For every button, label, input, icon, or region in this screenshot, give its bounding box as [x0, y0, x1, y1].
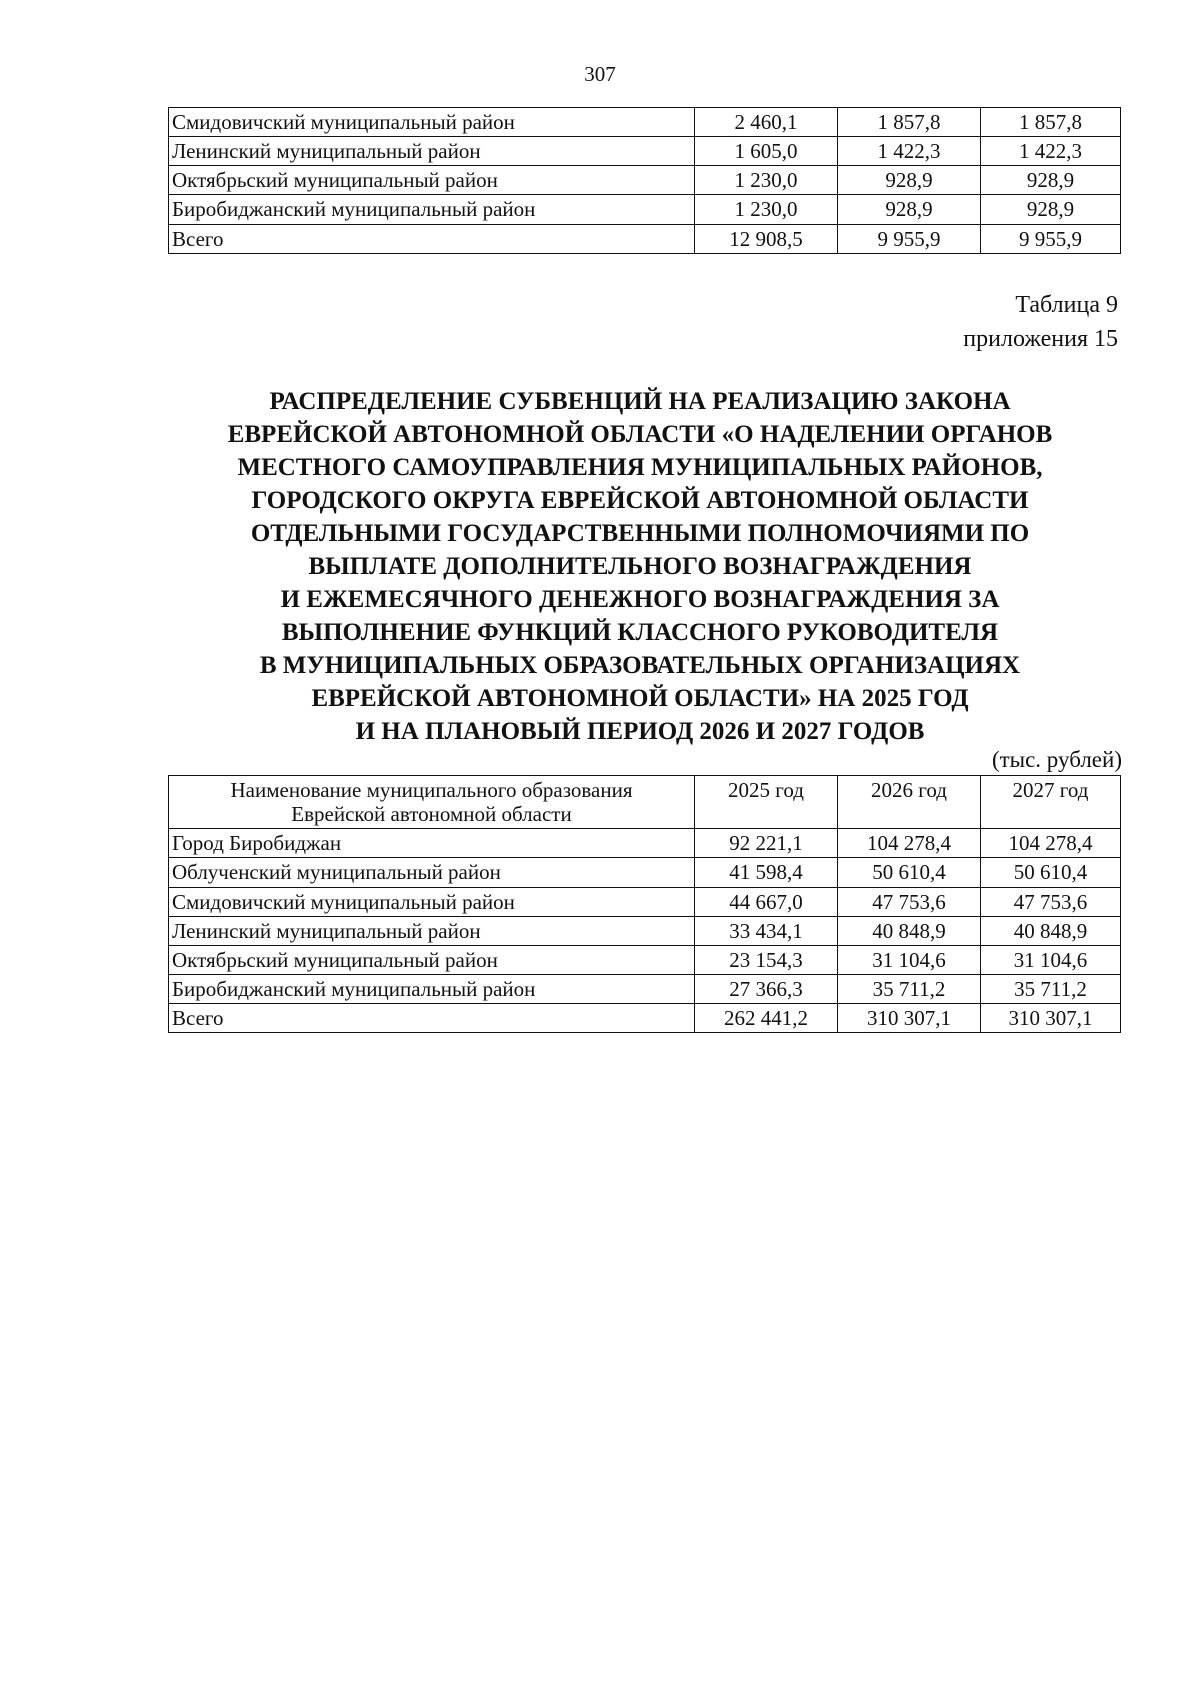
table-total-row — [169, 224, 1121, 253]
value-2026: 1 857,8 — [838, 108, 981, 137]
value-2025: 1 230,0 — [695, 166, 838, 195]
main-table — [168, 775, 1121, 1033]
value-2027: 928,9 — [981, 195, 1121, 224]
value-2025: 27 366,3 — [695, 974, 838, 1003]
title-line: РАСПРЕДЕЛЕНИЕ СУБВЕНЦИЙ НА РЕАЛИЗАЦИЮ ЗАКОНА — [269, 388, 1011, 415]
value-2027: 31 104,6 — [981, 945, 1121, 974]
value-2027: 104 278,4 — [981, 829, 1121, 858]
title-line: И НА ПЛАНОВЫЙ ПЕРИОД 2026 И 2027 ГОДОВ — [355, 718, 925, 745]
value-2027: 9 955,9 — [981, 224, 1121, 253]
row-name: Октябрьский муниципальный район — [169, 945, 695, 974]
table-row — [169, 858, 1121, 887]
table-row — [169, 166, 1121, 195]
row-name: Биробиджанский муниципальный район — [169, 195, 695, 224]
value-2025: 1 605,0 — [695, 137, 838, 166]
row-name: Смидовичский муниципальный район — [169, 108, 695, 137]
title-line: ГОРОДСКОГО ОКРУГА ЕВРЕЙСКОЙ АВТОНОМНОЙ ОБЛАСТИ — [251, 487, 1029, 514]
header-2025: 2025 год — [695, 776, 838, 829]
table-row — [169, 829, 1121, 858]
row-name: Ленинский муниципальный район — [169, 916, 695, 945]
title-line: ЕВРЕЙСКОЙ АВТОНОМНОЙ ОБЛАСТИ «О НАДЕЛЕНИИ ОРГАНОВ — [227, 421, 1053, 448]
value-2025: 33 434,1 — [695, 916, 838, 945]
title-line: В МУНИЦИПАЛЬНЫХ ОБРАЗОВАТЕЛЬНЫХ ОРГАНИЗАЦИЯХ — [259, 652, 1021, 679]
table-row — [169, 108, 1121, 137]
title-line: ВЫПОЛНЕНИЕ ФУНКЦИЙ КЛАССНОГО РУКОВОДИТЕЛЯ — [281, 619, 999, 646]
table-label-line1: Таблица 9 — [1015, 292, 1118, 318]
value-2026: 50 610,4 — [838, 858, 981, 887]
table-row — [169, 195, 1121, 224]
value-2025: 1 230,0 — [695, 195, 838, 224]
title-line: МЕСТНОГО САМОУПРАВЛЕНИЯ МУНИЦИПАЛЬНЫХ РАЙОНОВ, — [237, 454, 1043, 481]
value-2025: 41 598,4 — [695, 858, 838, 887]
table-label-line2: приложения 15 — [963, 326, 1118, 352]
value-2026: 928,9 — [838, 195, 981, 224]
title-line: ОТДЕЛЬНЫМИ ГОСУДАРСТВЕННЫМИ ПОЛНОМОЧИЯМИ ПО — [250, 520, 1030, 547]
row-name: Всего — [169, 1004, 695, 1033]
value-2025: 92 221,1 — [695, 829, 838, 858]
row-name: Октябрьский муниципальный район — [169, 166, 695, 195]
value-2026: 40 848,9 — [838, 916, 981, 945]
table-row — [169, 945, 1121, 974]
document-title — [140, 385, 1140, 748]
header-2026: 2026 год — [838, 776, 981, 829]
value-2027: 1 422,3 — [981, 137, 1121, 166]
header-name-line1: Наименование муниципального образования — [230, 778, 633, 802]
table-row — [169, 137, 1121, 166]
value-2026: 9 955,9 — [838, 224, 981, 253]
value-2027: 35 711,2 — [981, 974, 1121, 1003]
value-2027: 1 857,8 — [981, 108, 1121, 137]
value-2027: 47 753,6 — [981, 887, 1121, 916]
row-name: Биробиджанский муниципальный район — [169, 974, 695, 1003]
value-2026: 310 307,1 — [838, 1004, 981, 1033]
title-line: ВЫПЛАТЕ ДОПОЛНИТЕЛЬНОГО ВОЗНАГРАЖДЕНИЯ — [308, 553, 972, 580]
table-total-row — [169, 1004, 1121, 1033]
header-2027: 2027 год — [981, 776, 1121, 829]
value-2027: 40 848,9 — [981, 916, 1121, 945]
title-line: ЕВРЕЙСКОЙ АВТОНОМНОЙ ОБЛАСТИ» НА 2025 ГОД — [311, 685, 969, 712]
row-name: Ленинский муниципальный район — [169, 137, 695, 166]
row-name: Смидовичский муниципальный район — [169, 887, 695, 916]
value-2025: 2 460,1 — [695, 108, 838, 137]
page-number: 307 — [584, 62, 616, 86]
header-name — [169, 776, 695, 829]
units-label: (тыс. рублей) — [991, 747, 1122, 772]
main-table-header — [169, 776, 1121, 829]
top-table — [168, 107, 1121, 254]
value-2026: 1 422,3 — [838, 137, 981, 166]
header-name-line2: Еврейской автономной области — [291, 802, 572, 827]
value-2025: 23 154,3 — [695, 945, 838, 974]
value-2026: 35 711,2 — [838, 974, 981, 1003]
row-name: Город Биробиджан — [169, 829, 695, 858]
row-name: Всего — [169, 224, 695, 253]
value-2025: 44 667,0 — [695, 887, 838, 916]
value-2026: 31 104,6 — [838, 945, 981, 974]
table-label — [963, 288, 1118, 356]
value-2026: 928,9 — [838, 166, 981, 195]
header-row — [169, 776, 1121, 829]
top-table-body — [169, 108, 1121, 254]
title-line: И ЕЖЕМЕСЯЧНОГО ДЕНЕЖНОГО ВОЗНАГРАЖДЕНИЯ ЗА — [280, 586, 1000, 613]
value-2026: 104 278,4 — [838, 829, 981, 858]
value-2027: 928,9 — [981, 166, 1121, 195]
value-2025: 262 441,2 — [695, 1004, 838, 1033]
value-2027: 50 610,4 — [981, 858, 1121, 887]
row-name: Облученский муниципальный район — [169, 858, 695, 887]
value-2025: 12 908,5 — [695, 224, 838, 253]
table-row — [169, 916, 1121, 945]
value-2026: 47 753,6 — [838, 887, 981, 916]
table-row — [169, 887, 1121, 916]
main-table-body — [169, 829, 1121, 1033]
value-2027: 310 307,1 — [981, 1004, 1121, 1033]
table-row — [169, 974, 1121, 1003]
